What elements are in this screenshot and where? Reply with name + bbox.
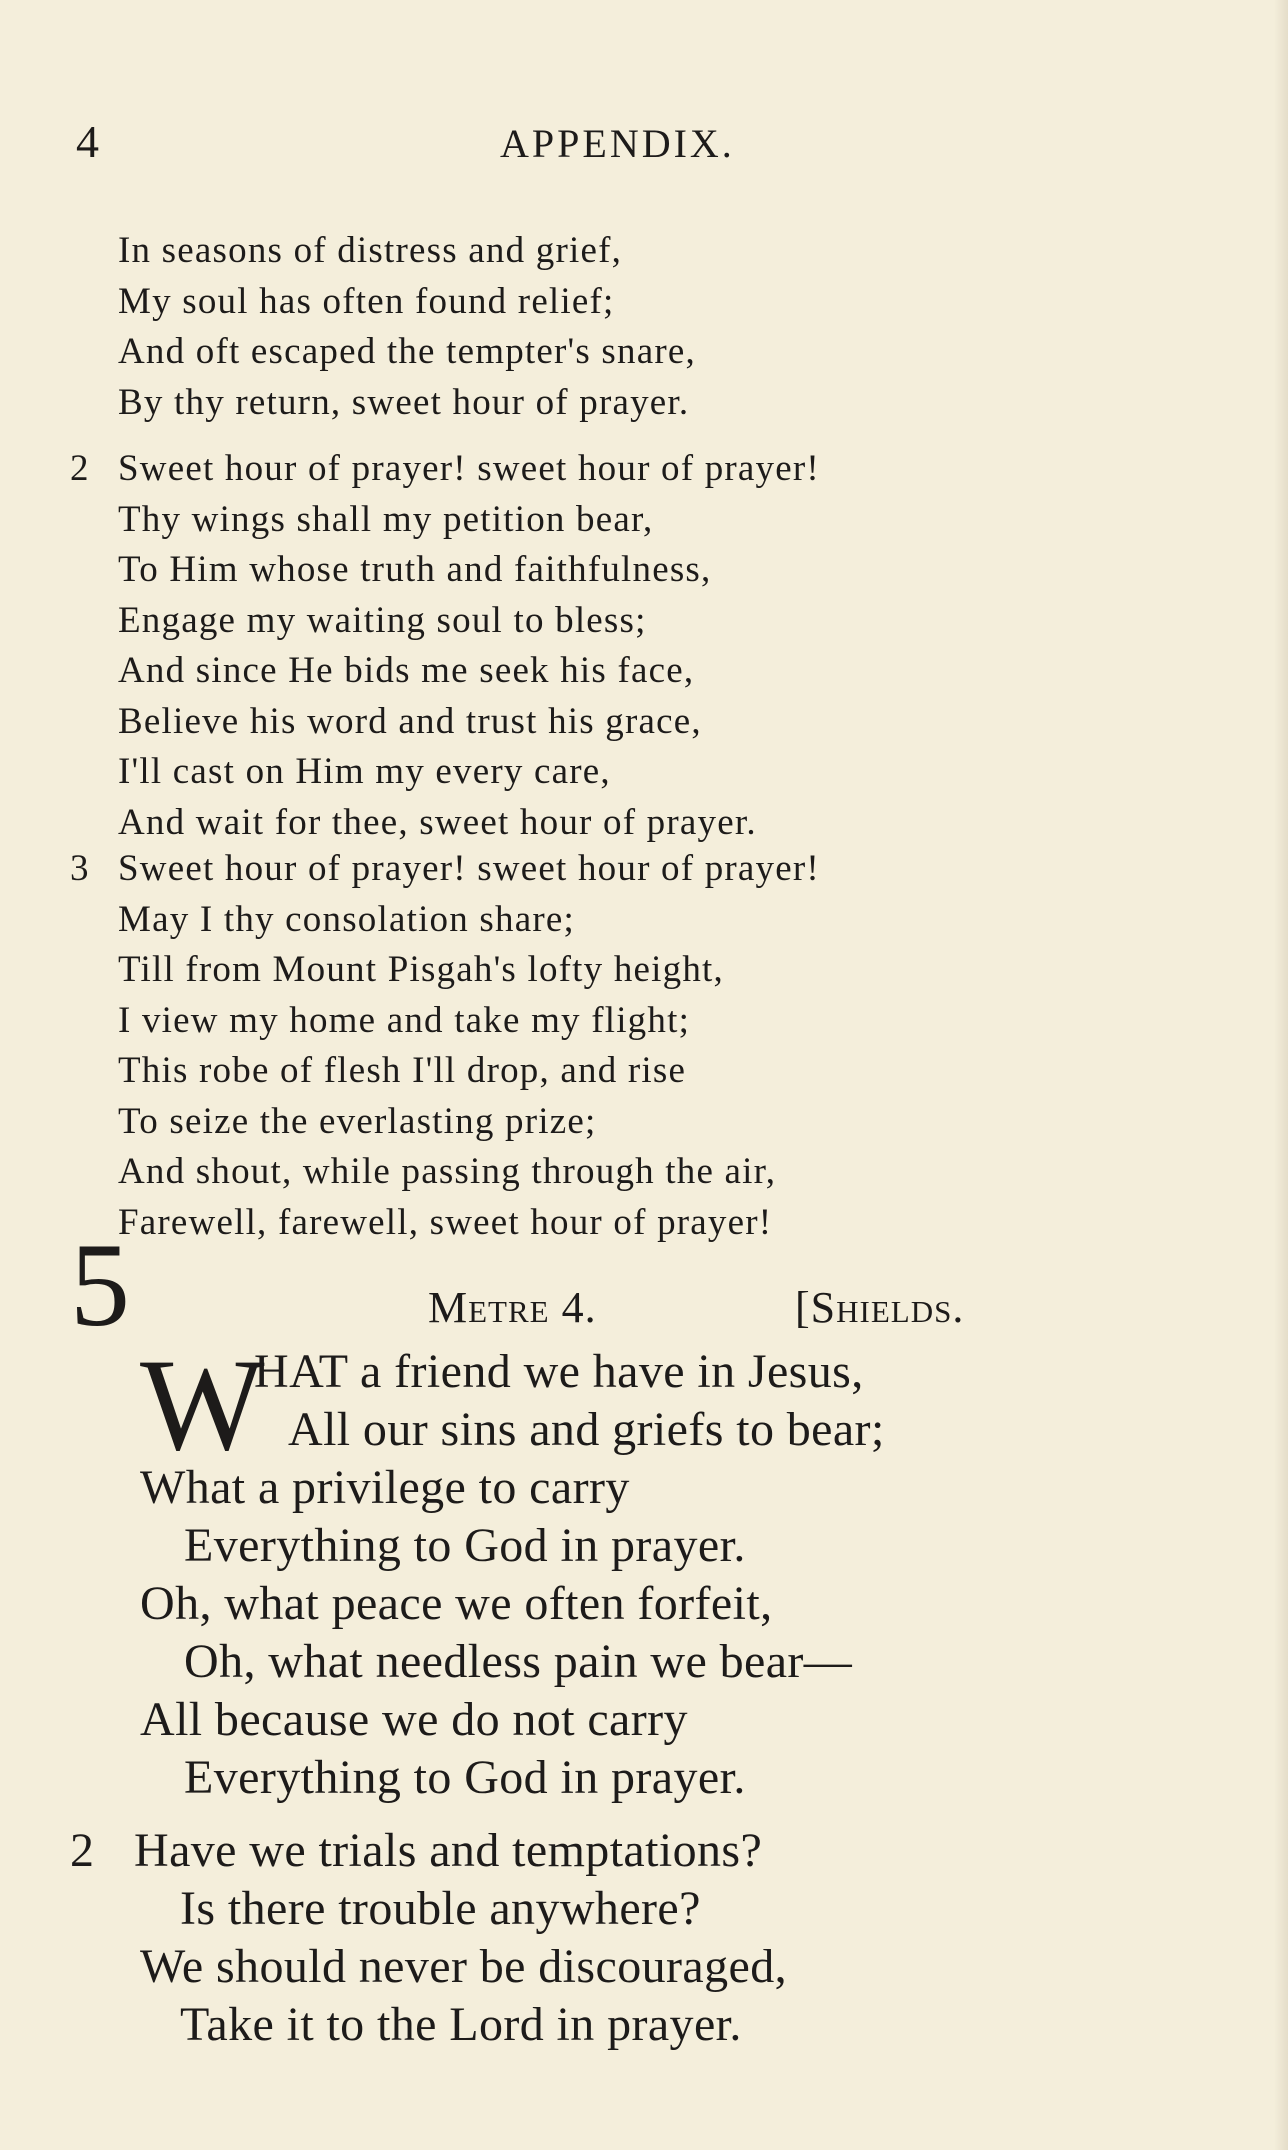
drop-cap: W [140,1331,265,1478]
verse-number: 2 [70,1824,95,1877]
metre-label: Metre 4. [428,1283,597,1332]
poem-line: Everything to God in prayer. [184,1519,746,1572]
poem-line: Thy wings shall my petition bear, [118,499,654,540]
page-header [0,112,1288,172]
poem-line: I'll cast on Him my every care, [118,751,611,792]
poem-line: In seasons of distress and grief, [118,230,623,271]
poem-line: Oh, what needless pain we bear— [184,1635,853,1688]
poem-line: Is there trouble anywhere? [180,1882,701,1935]
poem-line: To seize the everlasting prize; [118,1101,597,1142]
poem-line: Have we trials and temptations? [134,1824,763,1877]
page-number: 4 [76,116,99,167]
poem-line: And oft escaped the tempter's snare, [118,331,696,372]
poem-line: All because we do not carry [140,1693,688,1746]
poem-line: Believe his word and trust his grace, [118,701,702,742]
poem-line: And since He bids me seek his face, [118,650,695,691]
poem-line: May I thy consolation share; [118,899,575,940]
poem-line: We should never be discouraged, [140,1940,787,1993]
poem-line: Oh, what peace we often forfeit, [140,1577,773,1630]
running-head: APPENDIX. [500,121,735,166]
poem-line: Farewell, farewell, sweet hour of prayer! [118,1202,773,1243]
poem-line: Sweet hour of prayer! sweet hour of prayer! [118,848,820,889]
poem-line: Everything to God in prayer. [184,1751,746,1804]
hymn-number: 5 [70,1218,130,1351]
poem-line: My soul has often found relief; [118,281,615,322]
poem-line: Engage my waiting soul to bless; [118,600,647,641]
poem-line: This robe of flesh I'll drop, and rise [118,1050,687,1091]
poem-line: Sweet hour of prayer! sweet hour of prayer! [118,448,820,489]
poem-line: Till from Mount Pisgah's lofty height, [118,949,724,990]
page-edge-shadow [1274,0,1288,2150]
poem-line: Take it to the Lord in prayer. [180,1998,742,2051]
poem-line: HAT a friend we have in Jesus, [254,1345,864,1398]
tune-name: [Shields. [795,1283,965,1332]
verse-number: 2 [70,448,90,489]
poem-line: And shout, while passing through the air, [118,1151,777,1192]
poem-line: All our sins and griefs to bear; [288,1403,885,1456]
verse-number: 3 [70,848,90,889]
poem-line: What a privilege to carry [140,1461,630,1514]
poem-line: To Him whose truth and faithfulness, [118,549,712,590]
poem-line: And wait for thee, sweet hour of prayer. [118,802,757,843]
poem-line: I view my home and take my flight; [118,1000,691,1041]
poem-line: By thy return, sweet hour of prayer. [118,382,690,423]
